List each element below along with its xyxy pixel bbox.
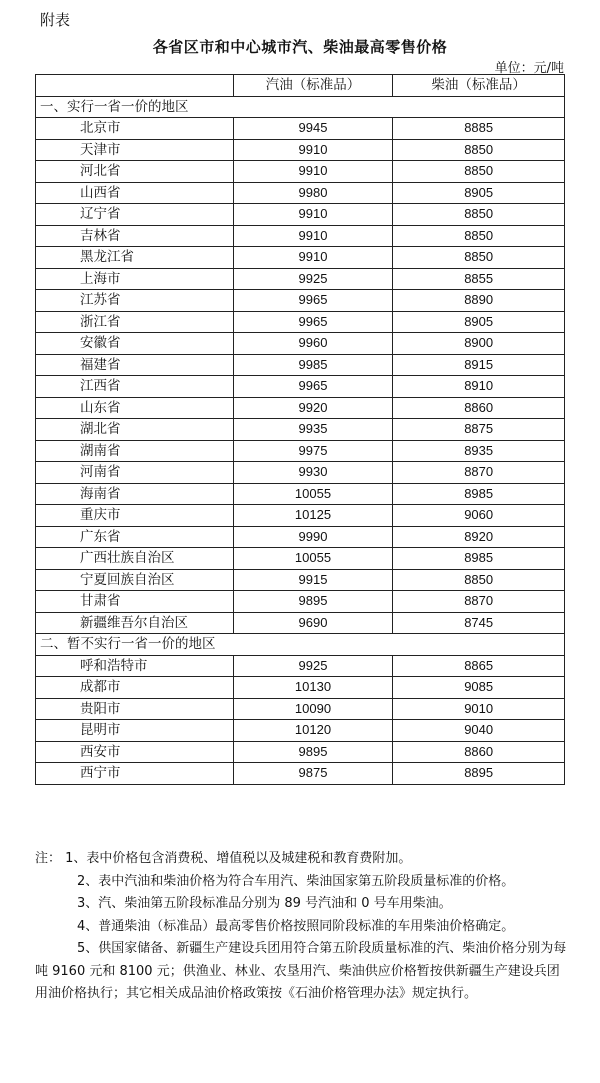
note-item: 3、汽、柴油第五阶段标准品分别为 89 号汽油和 0 号车用柴油。 <box>77 896 452 911</box>
note-item: 2、表中汽油和柴油价格为符合车用汽、柴油国家第五阶段质量标准的价格。 <box>77 873 515 889</box>
gasoline-price: 9925 <box>233 655 393 677</box>
gasoline-price: 9960 <box>233 333 393 355</box>
table-row <box>36 204 565 226</box>
table-row <box>36 182 565 204</box>
gasoline-price: 9910 <box>233 225 393 247</box>
table-row <box>36 741 565 763</box>
gasoline-price: 9945 <box>233 118 393 140</box>
table-row <box>36 526 565 548</box>
table-row <box>36 225 565 247</box>
gasoline-price: 9980 <box>233 182 393 204</box>
gasoline-price: 9920 <box>233 397 393 419</box>
gasoline-price: 9975 <box>233 440 393 462</box>
region-name: 宁夏回族自治区 <box>36 569 234 591</box>
gasoline-price: 9990 <box>233 526 393 548</box>
table-row <box>36 333 565 355</box>
table-row <box>36 505 565 527</box>
gasoline-price: 9985 <box>233 354 393 376</box>
table-row <box>36 548 565 570</box>
region-name: 吉林省 <box>36 225 234 247</box>
diesel-price: 8920 <box>393 526 565 548</box>
diesel-price: 8870 <box>393 591 565 613</box>
diesel-price: 8850 <box>393 161 565 183</box>
diesel-price: 8905 <box>393 311 565 333</box>
table-row <box>36 397 565 419</box>
region-name: 广东省 <box>36 526 234 548</box>
region-name: 河北省 <box>36 161 234 183</box>
region-name: 湖北省 <box>36 419 234 441</box>
gasoline-price: 9895 <box>233 741 393 763</box>
table-row <box>36 440 565 462</box>
table-row <box>36 139 565 161</box>
diesel-price: 8850 <box>393 139 565 161</box>
diesel-price: 8905 <box>393 182 565 204</box>
diesel-price: 8910 <box>393 376 565 398</box>
section-header-no-one-price <box>36 634 565 656</box>
gasoline-price: 9965 <box>233 290 393 312</box>
table-body <box>36 96 565 784</box>
header-gasoline: 汽油（标准品） <box>233 75 393 97</box>
region-name: 海南省 <box>36 483 234 505</box>
note-item: 4、普通柴油（标准品）最高零售价格按照同阶段标准的车用柴油价格确定。 <box>77 918 515 934</box>
table-row <box>36 763 565 785</box>
unit-label: 单位：元/吨 <box>494 61 564 76</box>
table-row <box>36 161 565 183</box>
diesel-price: 9060 <box>393 505 565 527</box>
diesel-price: 8985 <box>393 483 565 505</box>
region-name: 西安市 <box>36 741 234 763</box>
region-name: 河南省 <box>36 462 234 484</box>
price-table <box>35 74 565 785</box>
table-row <box>36 612 565 634</box>
gasoline-price: 10120 <box>233 720 393 742</box>
region-name: 上海市 <box>36 268 234 290</box>
table-row <box>36 118 565 140</box>
region-name: 广西壮族自治区 <box>36 548 234 570</box>
gasoline-price: 10055 <box>233 483 393 505</box>
table-header-row <box>36 75 565 97</box>
gasoline-price: 9935 <box>233 419 393 441</box>
gasoline-price: 9875 <box>233 763 393 785</box>
gasoline-price: 10090 <box>233 698 393 720</box>
table-row <box>36 419 565 441</box>
gasoline-price: 10130 <box>233 677 393 699</box>
diesel-price: 8870 <box>393 462 565 484</box>
diesel-price: 9010 <box>393 698 565 720</box>
gasoline-price: 10055 <box>233 548 393 570</box>
table-row <box>36 655 565 677</box>
table-row <box>36 483 565 505</box>
diesel-price: 8860 <box>393 397 565 419</box>
diesel-price: 8850 <box>393 247 565 269</box>
gasoline-price: 9925 <box>233 268 393 290</box>
region-name: 西宁市 <box>36 763 234 785</box>
table-row <box>36 698 565 720</box>
gasoline-price: 9895 <box>233 591 393 613</box>
header-empty-cell <box>36 75 234 97</box>
gasoline-price: 9930 <box>233 462 393 484</box>
diesel-price: 8900 <box>393 333 565 355</box>
diesel-price: 8855 <box>393 268 565 290</box>
table-row <box>36 677 565 699</box>
region-name: 福建省 <box>36 354 234 376</box>
gasoline-price: 9910 <box>233 139 393 161</box>
region-name: 昆明市 <box>36 720 234 742</box>
region-name: 黑龙江省 <box>36 247 234 269</box>
region-name: 湖南省 <box>36 440 234 462</box>
region-name: 辽宁省 <box>36 204 234 226</box>
diesel-price: 9085 <box>393 677 565 699</box>
table-row <box>36 247 565 269</box>
region-name: 山东省 <box>36 397 234 419</box>
gasoline-price: 9910 <box>233 204 393 226</box>
gasoline-price: 9965 <box>233 311 393 333</box>
table-row <box>36 290 565 312</box>
diesel-price: 8985 <box>393 548 565 570</box>
note-item: 注： 1、表中价格包含消费税、增值税以及城建税和教育费附加。 <box>35 851 412 866</box>
diesel-price: 9040 <box>393 720 565 742</box>
table-row <box>36 311 565 333</box>
region-name: 天津市 <box>36 139 234 161</box>
diesel-price: 8745 <box>393 612 565 634</box>
header-diesel: 柴油（标准品） <box>393 75 565 97</box>
diesel-price: 8860 <box>393 741 565 763</box>
diesel-price: 8875 <box>393 419 565 441</box>
section-header-one-price <box>36 96 565 118</box>
gasoline-price: 9915 <box>233 569 393 591</box>
section-title: 二、暂不实行一省一价的地区 <box>36 634 565 656</box>
notes-block <box>35 848 567 1006</box>
page-title: 各省区市和中心城市汽、柴油最高零售价格 <box>152 38 448 56</box>
gasoline-price: 10125 <box>233 505 393 527</box>
table-row <box>36 376 565 398</box>
gasoline-price: 9910 <box>233 161 393 183</box>
diesel-price: 8895 <box>393 763 565 785</box>
region-name: 贵阳市 <box>36 698 234 720</box>
note-item: 5、供国家储备、新疆生产建设兵团用符合第五阶段质量标准的汽、柴油价格分别为每吨 9160 元和 8100 元；供渔业、林业、农垦用汽、柴油供应价格暂按供新疆生产建设兵团用油价格执行；其它相关成品油价格政策按《石油价格管理办法》规定执行。 <box>35 941 567 1001</box>
table-row <box>36 591 565 613</box>
region-name: 新疆维吾尔自治区 <box>36 612 234 634</box>
region-name: 安徽省 <box>36 333 234 355</box>
gasoline-price: 9910 <box>233 247 393 269</box>
gasoline-price: 9965 <box>233 376 393 398</box>
section-title: 一、实行一省一价的地区 <box>36 96 565 118</box>
diesel-price: 8915 <box>393 354 565 376</box>
diesel-price: 8890 <box>393 290 565 312</box>
diesel-price: 8850 <box>393 569 565 591</box>
diesel-price: 8935 <box>393 440 565 462</box>
table-row <box>36 720 565 742</box>
attachment-label: 附表 <box>40 11 71 29</box>
diesel-price: 8885 <box>393 118 565 140</box>
region-name: 北京市 <box>36 118 234 140</box>
diesel-price: 8850 <box>393 204 565 226</box>
region-name: 江西省 <box>36 376 234 398</box>
table-row <box>36 462 565 484</box>
table-row <box>36 569 565 591</box>
table-row <box>36 268 565 290</box>
diesel-price: 8850 <box>393 225 565 247</box>
region-name: 重庆市 <box>36 505 234 527</box>
gasoline-price: 9690 <box>233 612 393 634</box>
region-name: 甘肃省 <box>36 591 234 613</box>
region-name: 呼和浩特市 <box>36 655 234 677</box>
table-row <box>36 354 565 376</box>
region-name: 浙江省 <box>36 311 234 333</box>
region-name: 成都市 <box>36 677 234 699</box>
region-name: 江苏省 <box>36 290 234 312</box>
diesel-price: 8865 <box>393 655 565 677</box>
region-name: 山西省 <box>36 182 234 204</box>
